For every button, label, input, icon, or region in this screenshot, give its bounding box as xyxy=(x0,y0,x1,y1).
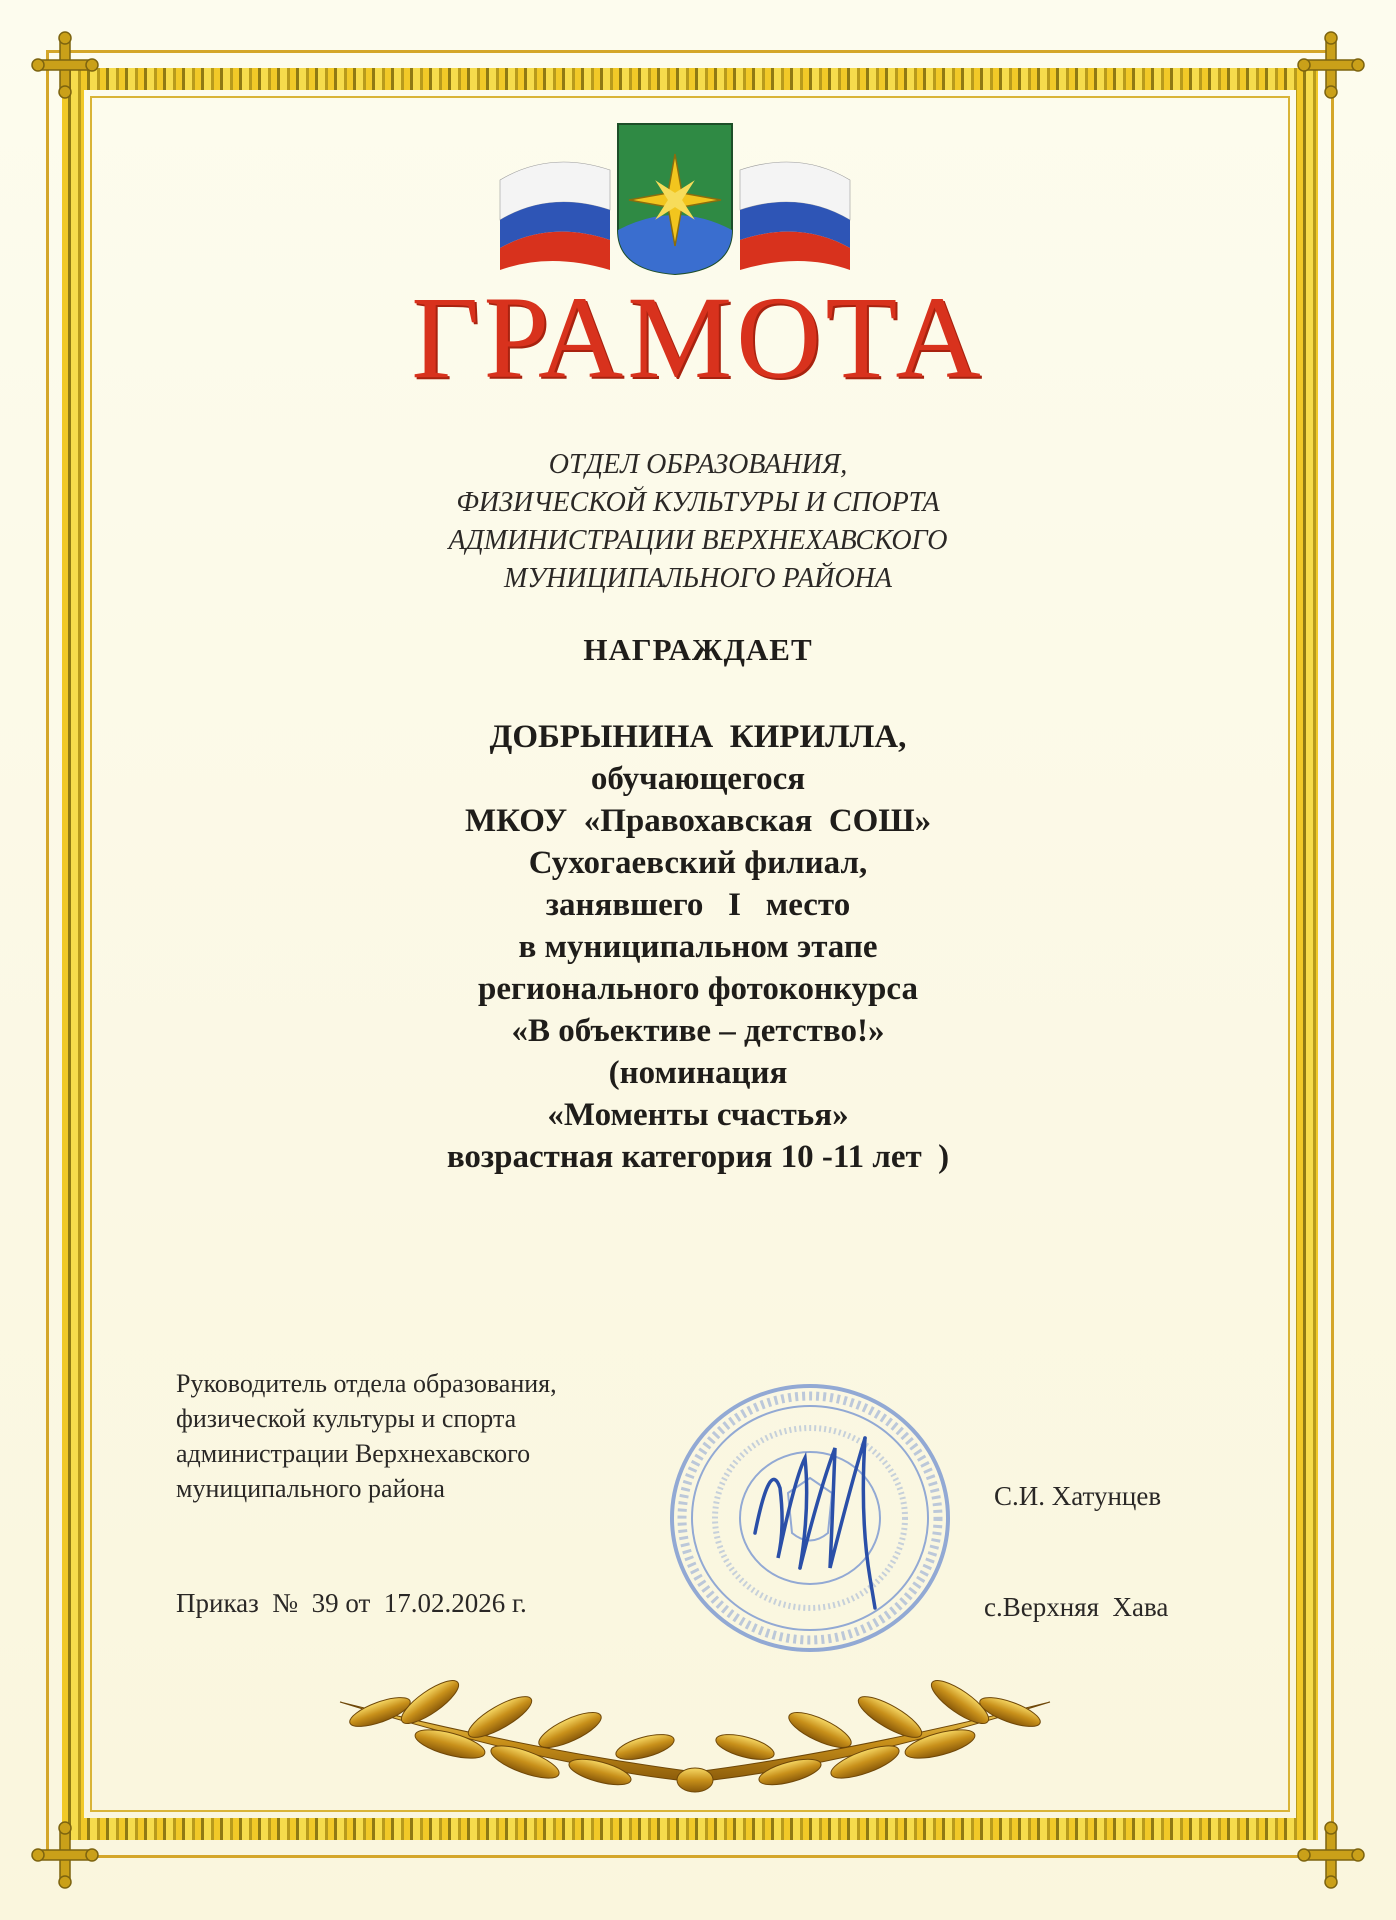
signer-name: С.И. Хатунцев xyxy=(994,1481,1162,1511)
corner-cross-ornament-icon xyxy=(1296,30,1366,100)
signer-position-line: муниципального района xyxy=(176,1474,445,1503)
organization-line: ОТДЕЛ ОБРАЗОВАНИЯ, xyxy=(548,449,848,480)
school-name: МКОУ «Правохавская СОШ» xyxy=(464,803,932,839)
signature xyxy=(755,1438,875,1608)
issuing-organization xyxy=(0,446,1396,598)
description-line: Сухогаевский филиал, xyxy=(528,845,868,881)
signer-position xyxy=(176,1366,676,1506)
corner-cross-ornament-icon xyxy=(30,30,100,100)
organization-line: АДМИНИСТРАЦИИ ВЕРХНЕХАВСКОГО xyxy=(448,525,948,556)
contest-name: «В объективе – детство!» xyxy=(511,1013,885,1049)
awards-heading: НАГРАЖДАЕТ xyxy=(583,632,813,667)
description-line: регионального фотоконкурса xyxy=(478,971,918,1007)
award-description xyxy=(0,716,1396,1178)
official-seal-icon xyxy=(660,1368,960,1668)
age-category: возрастная категория 10 -11 лет ) xyxy=(446,1139,950,1175)
place-of-issue: с.Верхняя Хава xyxy=(984,1592,1169,1622)
corner-cross-ornament-icon xyxy=(30,1820,100,1890)
laurel-branches-icon xyxy=(300,1672,1090,1802)
organization-line: МУНИЦИПАЛЬНОГО РАЙОНА xyxy=(503,563,893,594)
signer-position-line: Руководитель отдела образования, xyxy=(176,1369,557,1398)
coat-of-arms-emblem-icon xyxy=(490,120,860,275)
organization-line: ФИЗИЧЕСКОЙ КУЛЬТУРЫ И СПОРТА xyxy=(456,487,940,518)
corner-cross-ornament-icon xyxy=(1296,1820,1366,1890)
signer-position-line: администрации Верхнехавского xyxy=(176,1439,531,1468)
signer-position-line: физической культуры и спорта xyxy=(176,1404,517,1433)
recipient-name: ДОБРЫНИНА КИРИЛЛА, xyxy=(489,719,907,755)
certificate-title: ГРАМОТА xyxy=(411,272,985,403)
place-line: занявшего I место xyxy=(545,887,851,923)
description-line: обучающегося xyxy=(590,761,806,797)
description-line: в муниципальном этапе xyxy=(518,929,878,965)
order-reference: Приказ № 39 от 17.02.2026 г. xyxy=(176,1588,527,1618)
nomination-name: «Моменты счастья» xyxy=(547,1097,849,1133)
description-line: (номинация xyxy=(608,1055,788,1091)
